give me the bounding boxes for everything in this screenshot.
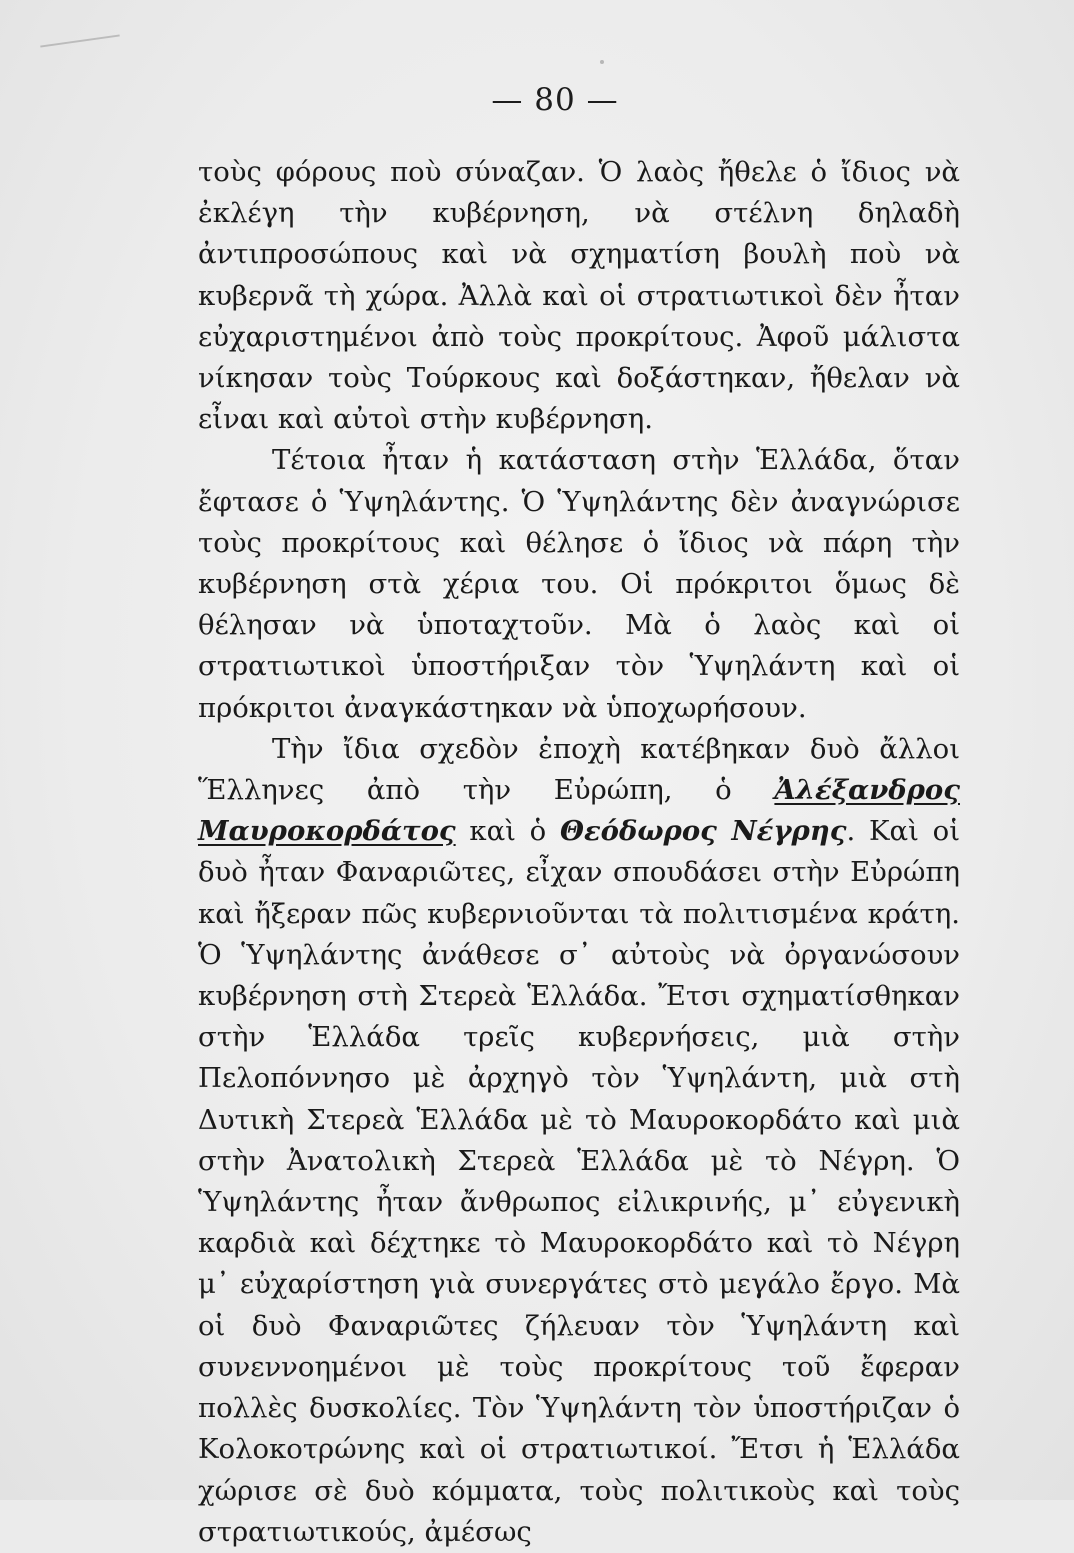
paragraph-3-text-end: . Καὶ οἱ δυὸ ἦταν Φαναριῶτες, εἶχαν σπουδάσει στὴν Εὐρώπη καὶ ἤξεραν πῶς κυβερνιοῦνται τὰ πολιτισμένα κράτη. Ὁ Ὑψηλάντης ἀνάθεσε σ᾿ αὐτοὺς νὰ ὀργανώσουν κυβέρνηση στὴ Στερεὰ Ἑλλάδα. Ἔτσι σχηματίσθηκαν στὴν Ἑλλάδα τρεῖς κυβερνήσεις, μιὰ στὴν Πελοπόννησο μὲ ἀρχηγὸ τὸν Ὑψηλάντη, μιὰ στὴ Δυτικὴ Στερεὰ Ἑλλάδα μὲ τὸ Μαυροκορδάτο καὶ μιὰ στὴν Ἀνατολικὴ Στερεὰ Ἑλλάδα μὲ τὸ Νέγρη. Ὁ Ὑψηλάντης ἦταν ἄνθρωπος εἰλικρινής, μ᾿ εὐγενικὴ καρδιὰ καὶ δέχτηκε τὸ Μαυροκορδάτο καὶ τὸ Νέγρη μ᾿ εὐχαρίστηση γιὰ συνεργάτες στὸ μεγάλο ἔργο. Μὰ οἱ δυὸ Φαναριῶτες ζήλευαν τὸν Ὑψηλάντη καὶ συνεννοημένοι μὲ τοὺς προκρίτους τοῦ ἔφεραν πολλὲς δυσκολίες. Τὸν Ὑψηλάντη τὸν ὑποστήριζαν ὁ Κολοκοτρώνης καὶ οἱ στρατιωτικοί. Ἔτσι ἡ Ἑλλάδα χώρισε σὲ δυὸ κόμματα, τοὺς πολιτικοὺς καὶ τοὺς στρατιωτικούς, ἀμέσως [198,815,960,1548]
paragraph-3-text-start: Τὴν ἴδια σχεδὸν ἐποχὴ κατέβηκαν δυὸ ἄλλοι Ἕλληνες ἀπὸ τὴν Εὐρώπη, ὁ [198,732,960,807]
paragraph-2: Τέτοια ἦταν ἡ κατάσταση στὴν Ἑλλάδα, ὅταν ἔφτασε ὁ Ὑψηλάντης. Ὁ Ὑψηλάντης δὲν ἀναγνώρισε τοὺς προκρίτους καὶ θέλησε ὁ ἴδιος νὰ πάρη τὴν κυβέρνηση στὰ χέρια του. Οἱ πρόκριτοι ὅμως δὲ θέλησαν νὰ ὑποταχτοῦν. Μὰ ὁ λαὸς καὶ οἱ στρατιωτικοὶ ὑποστήριξαν τὸν Ὑψηλάντη καὶ οἱ πρόκριτοι ἀναγκάστηκαν νὰ ὑποχωρήσουν. [198,444,960,724]
paragraph-3 [198,729,960,1553]
paragraph-1: τοὺς φόρους ποὺ σύναζαν. Ὁ λαὸς ἤθελε ὁ ἴδιος νὰ ἐκλέγη τὴν κυβέρνηση, νὰ στέλνη δηλαδὴ ἀντιπροσώπους καὶ νὰ σχηματίση βουλὴ ποὺ νὰ κυβερνᾶ τὴ χώρα. Ἀλλὰ καὶ οἱ στρατιωτικοὶ δὲν ἦταν εὐχαριστημένοι ἀπὸ τοὺς προκρίτους. Ἀφοῦ μάλιστα νίκησαν τοὺς Τούρκους καὶ δοξάστηκαν, ἤθελαν νὰ εἶναι καὶ αὐτοὶ στὴν κυβέρνηση. [198,156,960,436]
person-name-negris: Θεόδωρος Νέγρης [560,815,847,848]
body-text [198,152,960,1553]
page-number: — 80 — [491,82,619,118]
paper-mark [40,34,119,47]
paragraph-3-text-mid: καὶ ὁ [455,815,560,848]
person-name-mavrokordatos: Ἀλέξανδρος Μαυροκορδάτος [198,774,960,848]
paper-speck [600,60,604,64]
